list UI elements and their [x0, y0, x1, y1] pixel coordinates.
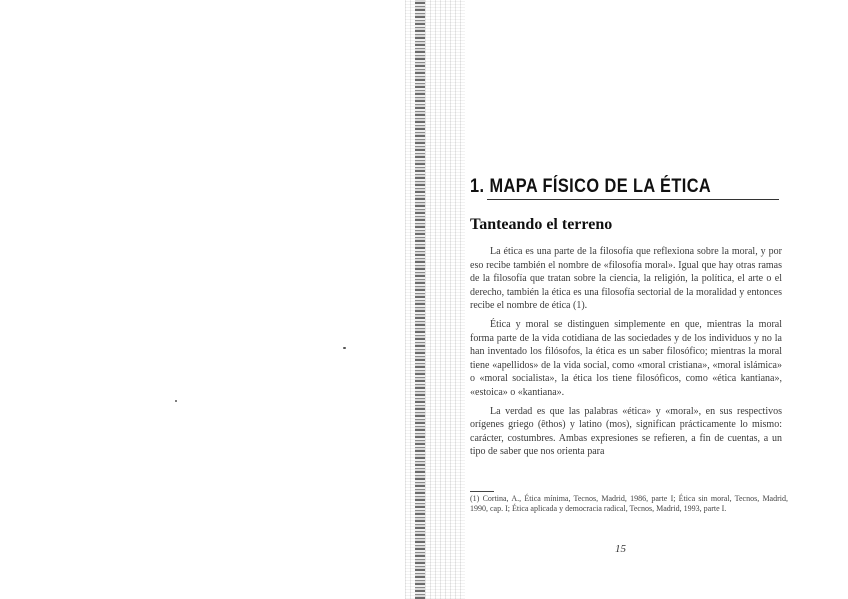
- paragraph: La verdad es que las palabras «ética» y «moral», en sus respectivos orígenes griego (êthos) y latino (mos), significan prácticamente lo mismo: carácter, costumbres. Ambas expresiones se refieren, a fin de cuentas, a un tipo de saber que nos orienta para: [470, 405, 782, 458]
- paragraph: Ética y moral se distinguen simplemente en que, mientras la moral forma parte de la vida cotidiana de las sociedades y de los individuos y no la han inventado los filósofos, la ética es un saber filosófico; mientras la moral tiene «apellidos» de la vida social, como «moral cristiana», «moral islámica» o «moral socialista», la ética los tiene filosóficos, como «ética kantiana», «estoica» o «kantiana».: [470, 318, 782, 398]
- book-spine-edge: [415, 0, 425, 599]
- chapter-title: 1. MAPA FÍSICO DE LA ÉTICA: [470, 176, 712, 197]
- footnote: [470, 494, 788, 514]
- right-page: [425, 0, 848, 599]
- footnote-separator: [470, 491, 494, 492]
- left-page-blank: [0, 0, 418, 599]
- footnote-marker: (1): [470, 494, 480, 503]
- section-title: Tanteando el terreno: [470, 216, 613, 233]
- footnote-text: Cortina, A., Ética mínima, Tecnos, Madrid, 1986, parte I; Ética sin moral, Tecnos, Madrid, 1990, cap. I; Ética aplicada y democracia radical, Tecnos, Madrid, 1993, parte I.: [470, 494, 788, 513]
- page-number: 15: [615, 543, 626, 555]
- scan-speck: [343, 347, 346, 349]
- paragraph: La ética es una parte de la filosofía que reflexiona sobre la moral, y por eso recibe también el nombre de «filosofía moral». Igual que hay otras ramas de la filosofía que tratan sobre la ciencia, la religión, la política, el arte o el derecho, también la ética es una filosofía sectorial de la moralidad y entonces recibe el nombre de ética (1).: [470, 246, 782, 312]
- scan-speck: [175, 400, 177, 402]
- chapter-title-underline: [487, 199, 779, 200]
- body-text: [470, 245, 782, 464]
